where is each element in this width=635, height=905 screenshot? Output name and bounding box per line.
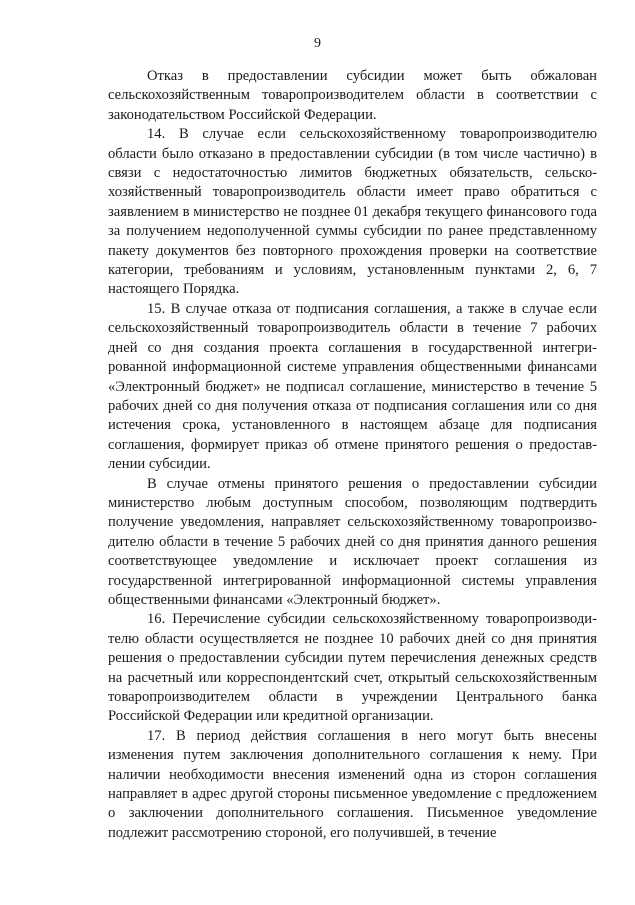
document-body [108, 67, 597, 843]
paragraph-15-cancellation: В случае отмены принятого решения о предоставлении субсидии министерство любым доступным способом, позволяющим подтвердить получение уведомления, направляет сельскохозяйственному товаропроизводителю области в течение 5 рабочих дней со дня принятия данного решения соответствующее уведомление и исключает проект соглашения из государственной интегрированной информационной системы управления общественными финансами «Электронный бюджет». [108, 475, 597, 608]
paragraph-14: 14. В случае если сельскохозяйственному товаропроизводителю области было отказано в предоставлении субсидии (в том числе частично) в связи с недостаточностью лимитов бюджетных обязательств, сельскохозяйственный товаропроизводитель области имеет право обратиться с заявлением в министерство не позднее 01 декабря текущего финансового года за получением недополученной суммы субсидии по ранее представленному пакету документов без повторного прохождения проверки на соответствие категории, требованиям и условиям, установленным пунктами 2, 6, 7 настоящего Порядка. [108, 126, 597, 298]
paragraph-17: 17. В период действия соглашения в него могут быть внесены изменения путем заключения дополнительного соглашения к нему. При наличии необходимости внесения изменений одна из сторон соглашения направляет в адрес другой стороны письменное уведомление с предложением о заключении дополнительного соглашения. Письменное уведомление подлежит рассмотрению стороной, его получившей, в течение [108, 727, 597, 841]
paragraph-15: 15. В случае отказа от подписания соглашения, а также в случае если сельскохозяйственный товаропроизводитель области в течение 7 рабочих дней со дня создания проекта соглашения в государственной интегрированной информационной системе управления общественными финансами «Электронный бюджет» не подписал соглашение, министерство в течение 5 рабочих дней со дня получения отказа от подписания соглашения или со дня истечения срока, установленного в настоящем абзаце для подписания соглашения, формирует приказ об отмене принятого решения о предоставлении субсидии. [108, 300, 597, 473]
paragraph-appeal: Отказ в предоставлении субсидии может быть обжалован сельскохозяйственным товаропроизводителем области в соответствии с законодательством Российской Федерации. [108, 68, 597, 123]
page-number: 9 [314, 36, 321, 51]
paragraph-16: 16. Перечисление субсидии сельскохозяйственному товаропроизводителю области осуществляется не позднее 10 рабочих дней со дня принятия решения о предоставлении субсидии путем перечисления денежных средств на расчетный или корреспондентский счет, открытый сельскохозяйственным товаропроизводителем области в учреждении Центрального банка Российской Федерации или кредитной организации. [108, 611, 597, 725]
